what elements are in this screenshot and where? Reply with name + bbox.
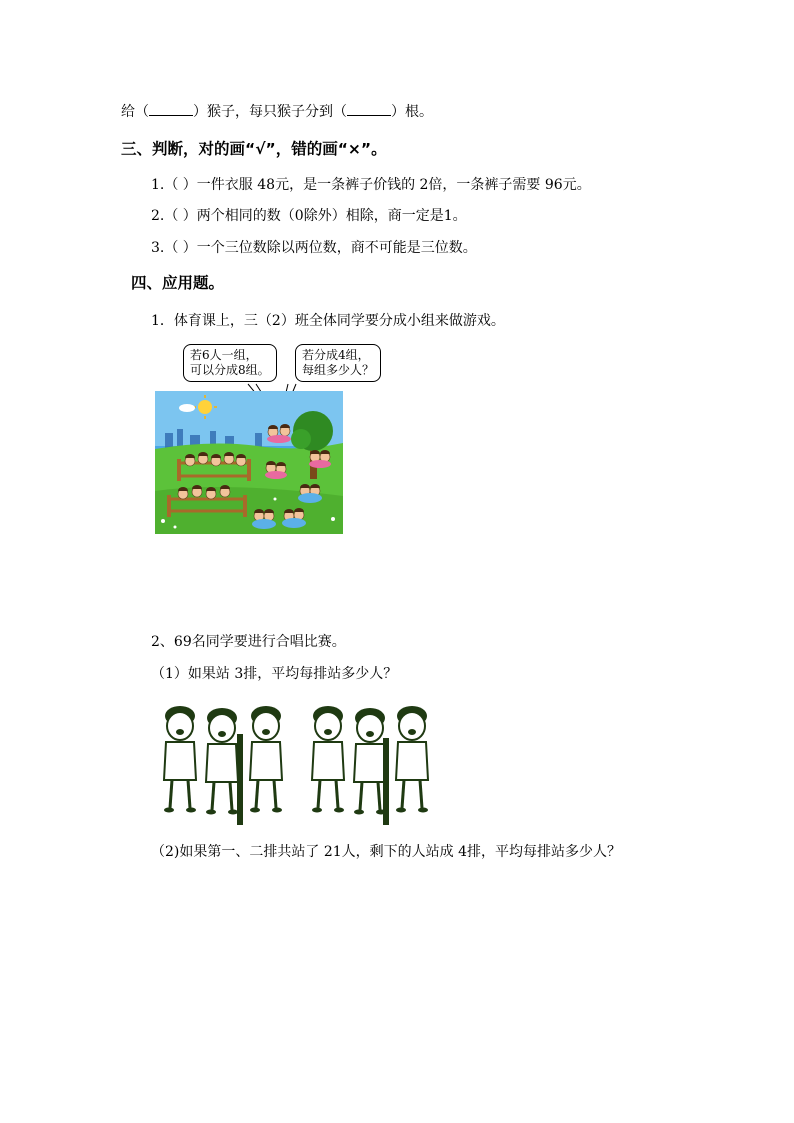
judge-item-2: 2.（ ）两个相同的数（0除外）相除，商一定是1。 (151, 208, 467, 224)
speech-bubble-left (183, 344, 277, 382)
choir-illustration (158, 700, 438, 825)
top-line-part2: ）猴子，每只猴子分到（ (193, 104, 347, 120)
bubble-left-line2: 可以分成8组。 (190, 363, 270, 377)
section4-heading: 四、应用题。 (131, 274, 225, 292)
question-2-text: 2、69名同学要进行合唱比赛。 (151, 634, 346, 650)
answer-blank-1[interactable] (149, 103, 193, 116)
singer-group-left-icon (164, 706, 282, 825)
question-2-sub1: （1）如果站 3排，平均每排站多少人？ (151, 666, 398, 682)
top-fill-line (121, 102, 433, 122)
bubble-left-line1: 若6人一组， (190, 348, 258, 362)
question-1-text: 1．体育课上，三（2）班全体同学要分成小组来做游戏。 (151, 313, 505, 329)
question-2-sub2: （2)如果第一、二排共站了 21人，剩下的人站成 4排，平均每排站多少人？ (151, 844, 621, 860)
top-line-part1: 给（ (121, 104, 149, 120)
speech-bubble-right (295, 344, 381, 382)
top-line-part3: ）根。 (391, 104, 433, 120)
bubble-right-line1: 若分成4组， (302, 348, 370, 362)
answer-blank-2[interactable] (347, 103, 391, 116)
judge-item-1: 1.（ ）一件衣服 48元，是一条裤子价钱的 2倍，一条裤子需要 96元。 (151, 177, 591, 193)
singer-group-right-icon (312, 706, 428, 825)
judge-item-3: 3.（ ）一个三位数除以两位数，商不可能是三位数。 (151, 240, 477, 256)
bubble-right-line2: 每组多少人？ (302, 363, 375, 377)
section3-heading: 三、判断，对的画“√”，错的画“×”。 (121, 140, 387, 158)
playground-illustration (155, 391, 343, 534)
sun-icon (198, 400, 212, 414)
